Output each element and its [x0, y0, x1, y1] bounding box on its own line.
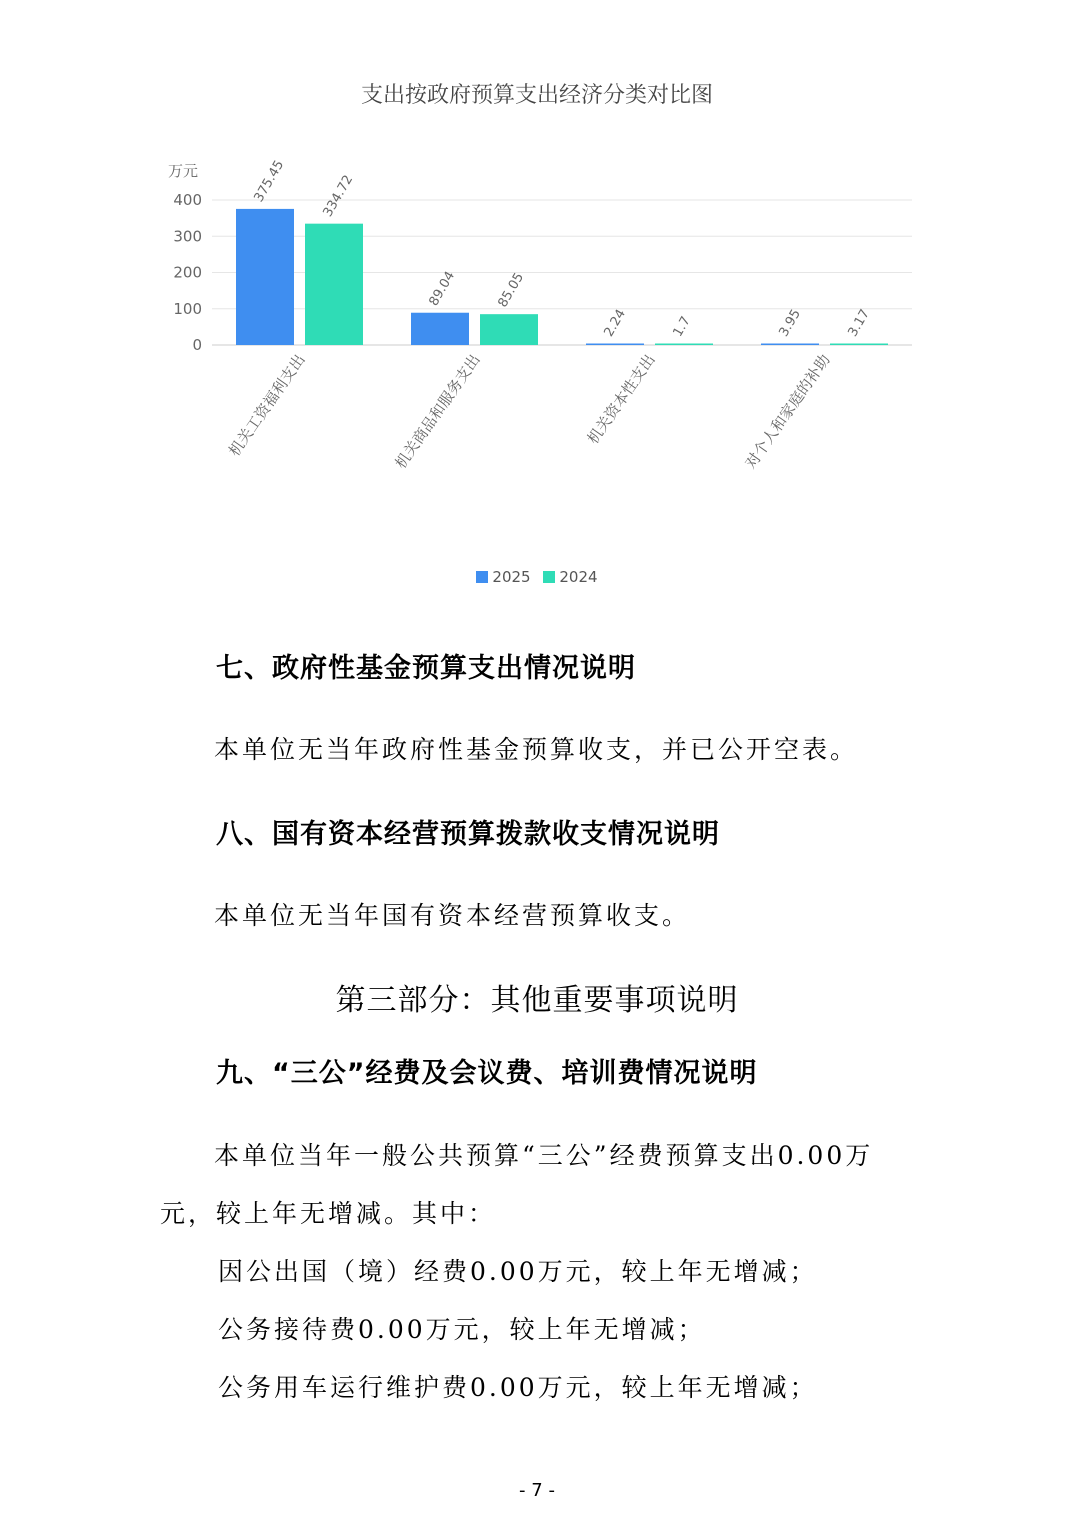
bar-2024 [305, 224, 363, 345]
legend-label-2024: 2024 [559, 568, 598, 586]
y-tick-label: 200 [173, 263, 202, 282]
bar-2025 [236, 209, 294, 345]
legend-item-2024[interactable] [543, 568, 597, 586]
section-9-item-overseas: 因公出国（境）经费0.00万元，较上年无增减； [218, 1257, 818, 1286]
legend-swatch-2025 [476, 571, 488, 583]
bar-2025 [586, 344, 644, 346]
section-8-text: 本单位无当年国有资本经营预算收支。 [214, 901, 691, 930]
y-tick-label: 400 [173, 191, 202, 209]
bar-2024 [830, 344, 888, 346]
section-9-paragraph-line1: 本单位当年一般公共预算“三公”经费预算支出0.00万 [214, 1141, 874, 1170]
legend-label-2025: 2025 [492, 568, 531, 586]
chart-title: 支出按政府预算支出经济分类对比图 [360, 83, 713, 108]
legend-item-2025[interactable] [476, 568, 530, 586]
y-tick-label: 100 [173, 299, 202, 318]
bar-2024 [655, 344, 713, 346]
data-label: 2.24 [601, 306, 629, 340]
expenditure-comparison-chart [0, 150, 1074, 550]
section-9-item-vehicle: 公务用车运行维护费0.00万元，较上年无增减； [218, 1373, 818, 1402]
data-label: 334.72 [320, 172, 357, 220]
section-9-item-reception: 公务接待费0.00万元，较上年无增减； [218, 1315, 706, 1344]
data-label: 85.05 [495, 270, 528, 311]
data-label: 1.7 [670, 314, 694, 340]
y-axis-unit-label: 万元 [168, 162, 199, 180]
section-7-heading: 七、政府性基金预算支出情况说明 [216, 653, 636, 684]
legend-swatch-2024 [543, 571, 555, 583]
chart-legend [0, 568, 1074, 586]
y-tick-label: 0 [192, 336, 202, 354]
section-8-heading: 八、国有资本经营预算拨款收支情况说明 [216, 819, 720, 850]
bar-2024 [480, 314, 538, 345]
x-tick-label: 机关资本性支出 [583, 350, 659, 448]
data-label: 89.04 [426, 268, 459, 309]
page-number: - 7 - [519, 1480, 555, 1501]
data-label: 3.95 [776, 306, 804, 340]
section-9-paragraph-line2: 元，较上年无增减。其中： [160, 1199, 497, 1228]
x-tick-label: 对个人和家庭的补助 [741, 350, 834, 472]
section-7-text: 本单位无当年政府性基金预算收支，并已公开空表。 [214, 735, 859, 764]
x-tick-label: 机关工资福利支出 [225, 350, 309, 460]
data-label: 375.45 [251, 157, 288, 205]
data-label: 3.17 [845, 306, 873, 340]
section-9-heading: 九、“三公”经费及会议费、培训费情况说明 [216, 1058, 758, 1089]
bar-2025 [411, 313, 469, 345]
part-3-heading: 第三部分：其他重要事项说明 [335, 983, 739, 1018]
y-tick-label: 300 [173, 227, 202, 246]
x-tick-label: 机关商品和服务支出 [391, 350, 484, 472]
bar-2025 [761, 344, 819, 346]
